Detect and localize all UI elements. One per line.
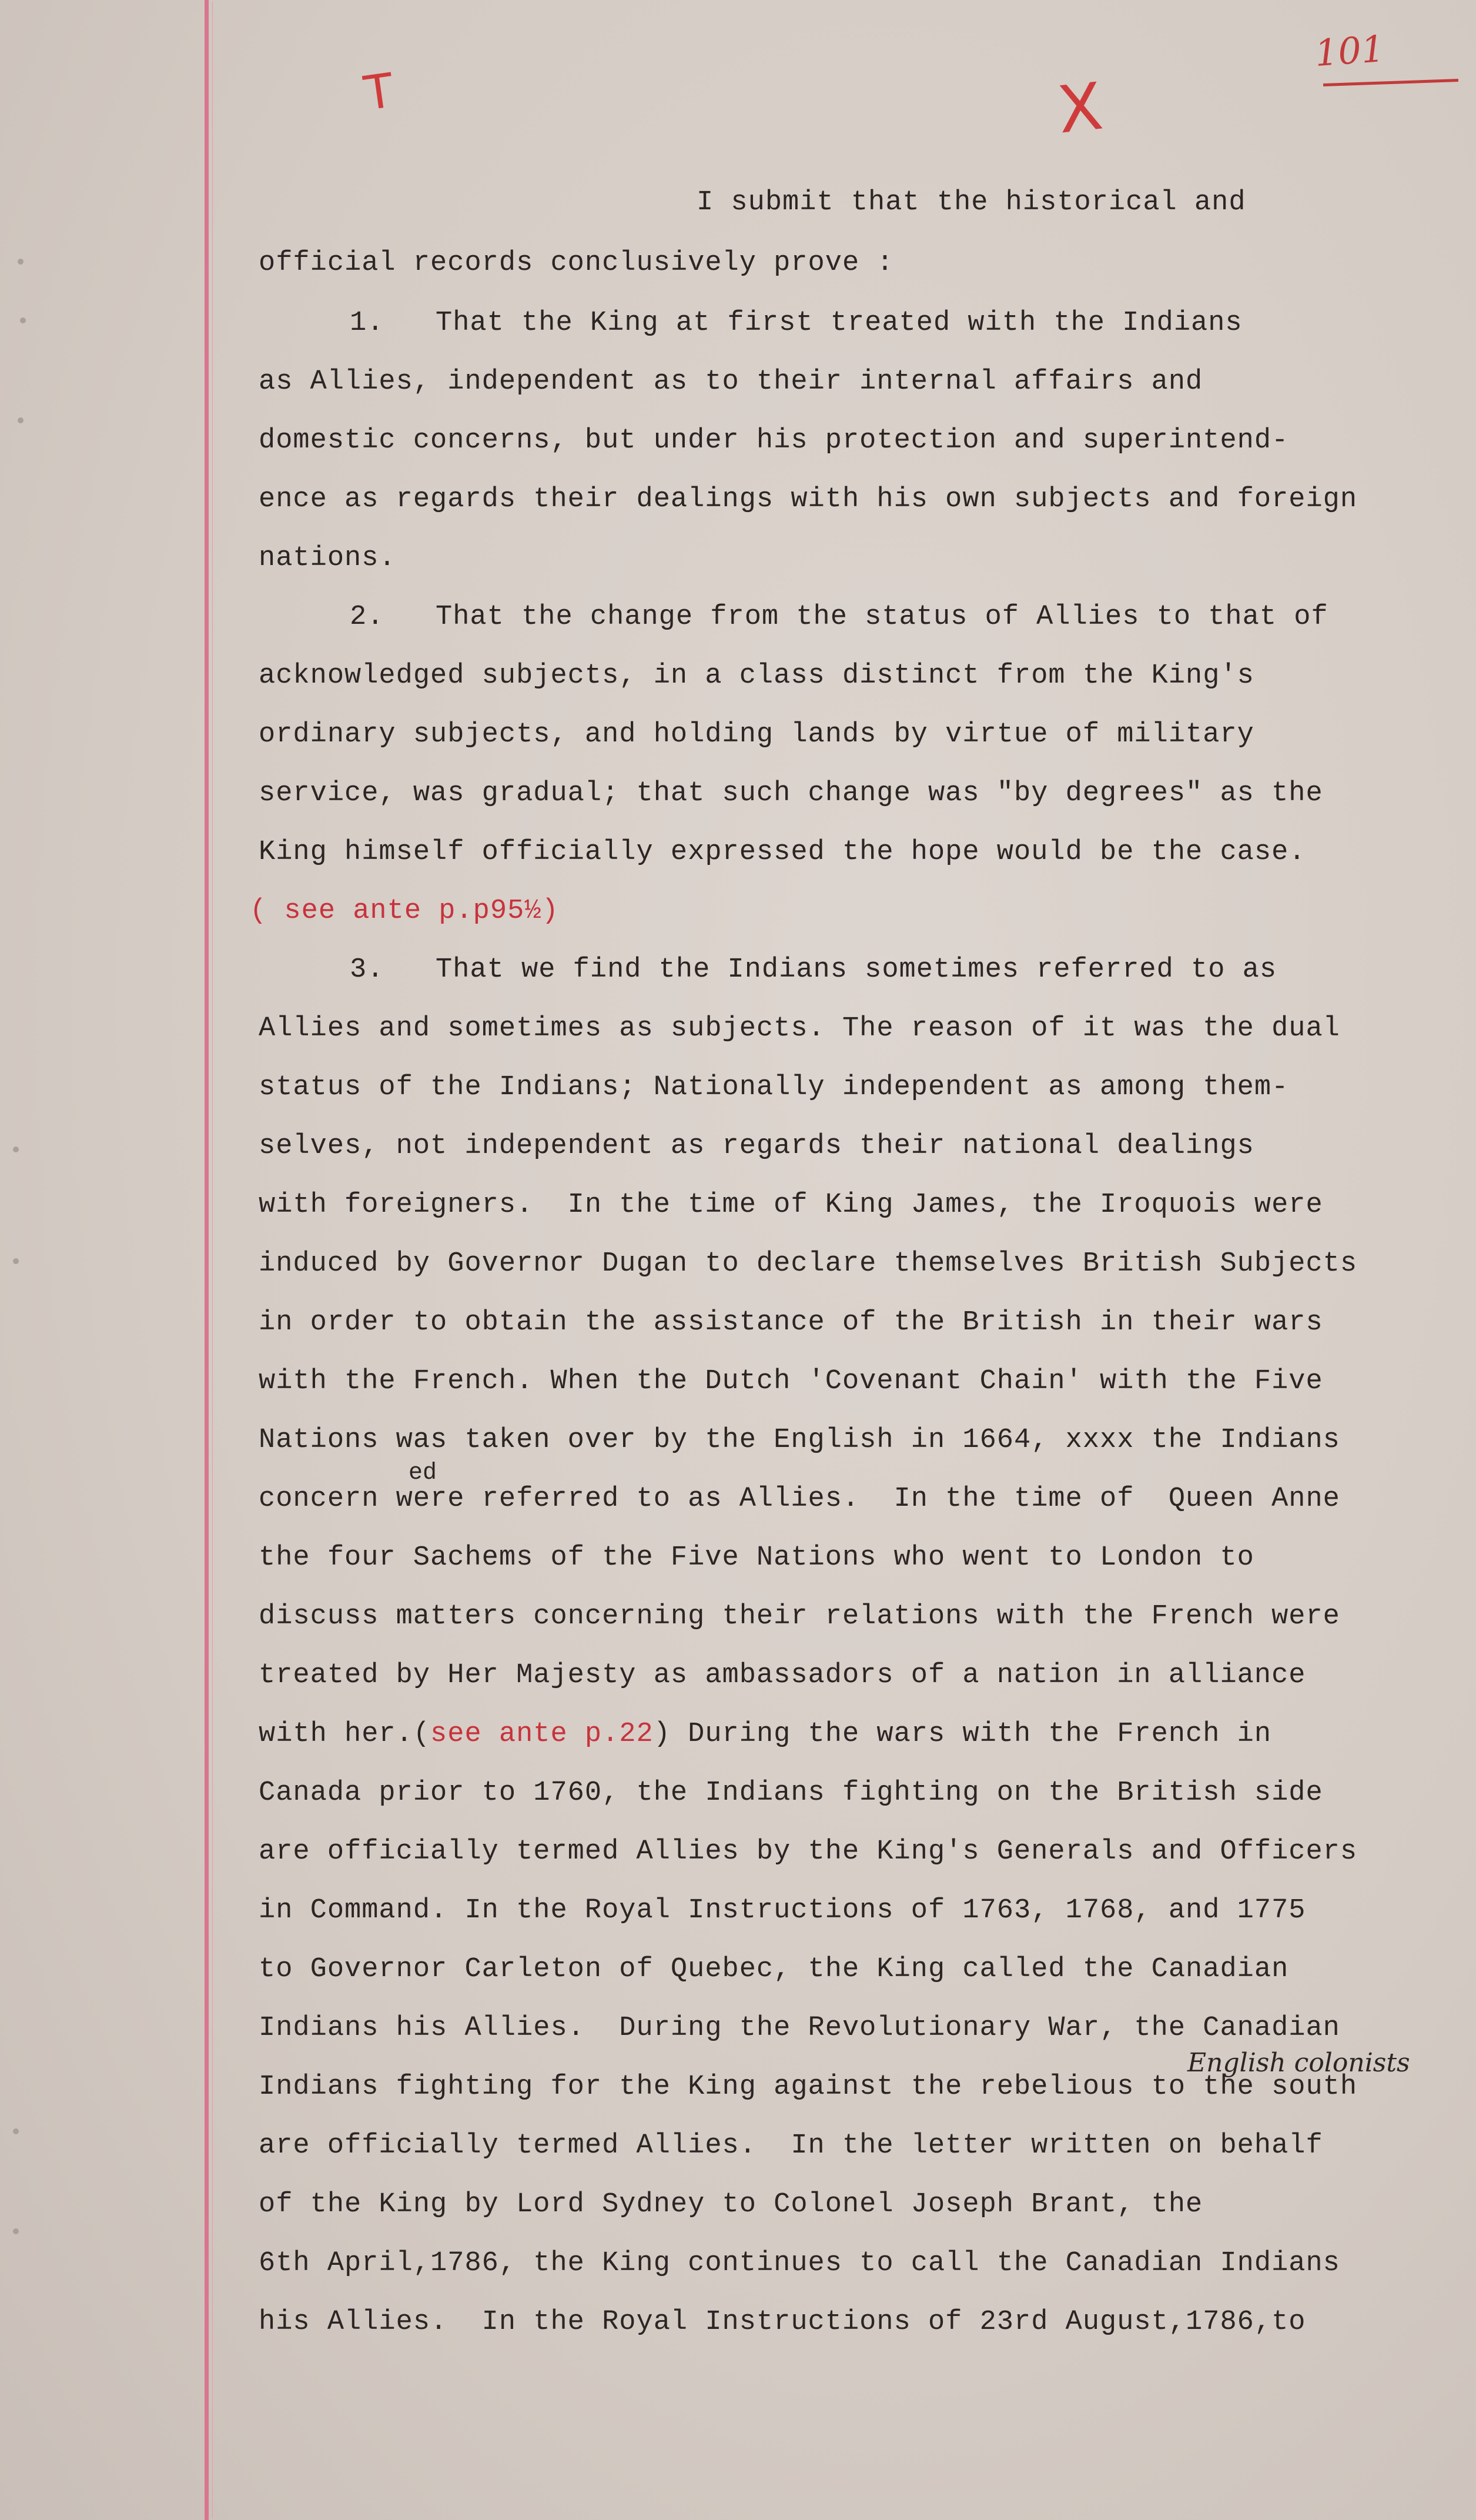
text-line: 1. That the King at first treated with the Indians: [350, 308, 1243, 339]
reference-note: ( see ante p.p95½): [250, 895, 559, 927]
interlinear-insert: ed: [409, 1460, 437, 1486]
text-line: to Governor Carleton of Quebec, the King called the Canadian: [259, 1954, 1289, 1985]
text-line: ordinary subjects, and holding lands by virtue of military: [259, 719, 1254, 750]
text-line: selves, not independent as regards their national dealings: [259, 1131, 1254, 1162]
text-line: with her.(see ante p.22) During the wars with the French in: [259, 1719, 1272, 1750]
text-line: 6th April,1786, the King continues to call the Canadian Indians: [259, 2248, 1340, 2279]
text-line: of the King by Lord Sydney to Colonel Joseph Brant, the: [259, 2189, 1203, 2220]
text-line: are officially termed Allies by the King's Generals and Officers: [259, 1836, 1358, 1867]
text-line: with the French. When the Dutch 'Covenant Chain' with the Five: [259, 1366, 1323, 1397]
text-line: 3. That we find the Indians sometimes referred to as: [350, 954, 1277, 985]
binding-hole: [13, 1258, 19, 1264]
binding-hole: [20, 317, 26, 323]
text-line: domestic concerns, but under his protection and superintend-: [259, 425, 1289, 456]
text-line: 2. That the change from the status of Allies to that of: [350, 601, 1328, 633]
text-line: status of the Indians; Nationally independent as among them-: [259, 1072, 1289, 1103]
text-line: Nations was taken over by the English in 1664, xxxx the Indians: [259, 1425, 1340, 1456]
text-line: in Command. In the Royal Instructions of 1763, 1768, and 1775: [259, 1895, 1306, 1926]
text-line: concern were referred to as Allies. In the time of Queen Anne: [259, 1483, 1340, 1515]
text-line: I submit that the historical and: [697, 187, 1246, 218]
text-line: Indians fighting for the King against the rebelious to the south: [259, 2071, 1358, 2103]
reference-note: see ante p.22: [430, 1719, 654, 1750]
text-line: Canada prior to 1760, the Indians fighting on the British side: [259, 1777, 1323, 1809]
text-line: acknowledged subjects, in a class distinct from the King's: [259, 660, 1254, 691]
binding-hole: [13, 2228, 19, 2234]
text-line: induced by Governor Dugan to declare themselves British Subjects: [259, 1248, 1358, 1279]
text-line: discuss matters concerning their relations with the French were: [259, 1601, 1340, 1632]
text-line: treated by Her Majesty as ambassadors of a nation in alliance: [259, 1660, 1306, 1691]
text-line: in order to obtain the assistance of the British in their wars: [259, 1307, 1323, 1338]
text-line: are officially termed Allies. In the letter written on behalf: [259, 2130, 1323, 2161]
text-line: ence as regards their dealings with his own subjects and foreign: [259, 484, 1358, 515]
text-line: Indians his Allies. During the Revolutionary War, the Canadian: [259, 2013, 1340, 2044]
text-line: his Allies. In the Royal Instructions of 23rd August,1786,to: [259, 2307, 1306, 2338]
text-line: Allies and sometimes as subjects. The reason of it was the dual: [259, 1013, 1340, 1044]
handwritten-insert: English colonists: [1187, 2048, 1410, 2078]
text-line: King himself officially expressed the hope would be the case.: [259, 837, 1306, 868]
binding-hole: [13, 2128, 19, 2134]
text-line: official records conclusively prove :: [259, 248, 894, 279]
text-line: with foreigners. In the time of King James, the Iroquois were: [259, 1189, 1323, 1221]
red-mark-t: T: [360, 63, 397, 121]
page-number-underline: [1323, 79, 1458, 86]
binding-hole: [18, 417, 24, 423]
binding-hole: [13, 1147, 19, 1152]
red-mark-x: X: [1054, 68, 1106, 148]
page-number: 101: [1313, 26, 1386, 75]
text-line: as Allies, independent as to their internal affairs and: [259, 366, 1203, 397]
text-line: the four Sachems of the Five Nations who went to London to: [259, 1542, 1254, 1573]
text-line: nations.: [259, 543, 396, 574]
text-line: service, was gradual; that such change was "by degrees" as the: [259, 778, 1323, 809]
binding-hole: [18, 259, 24, 265]
margin-line: [205, 0, 209, 2520]
